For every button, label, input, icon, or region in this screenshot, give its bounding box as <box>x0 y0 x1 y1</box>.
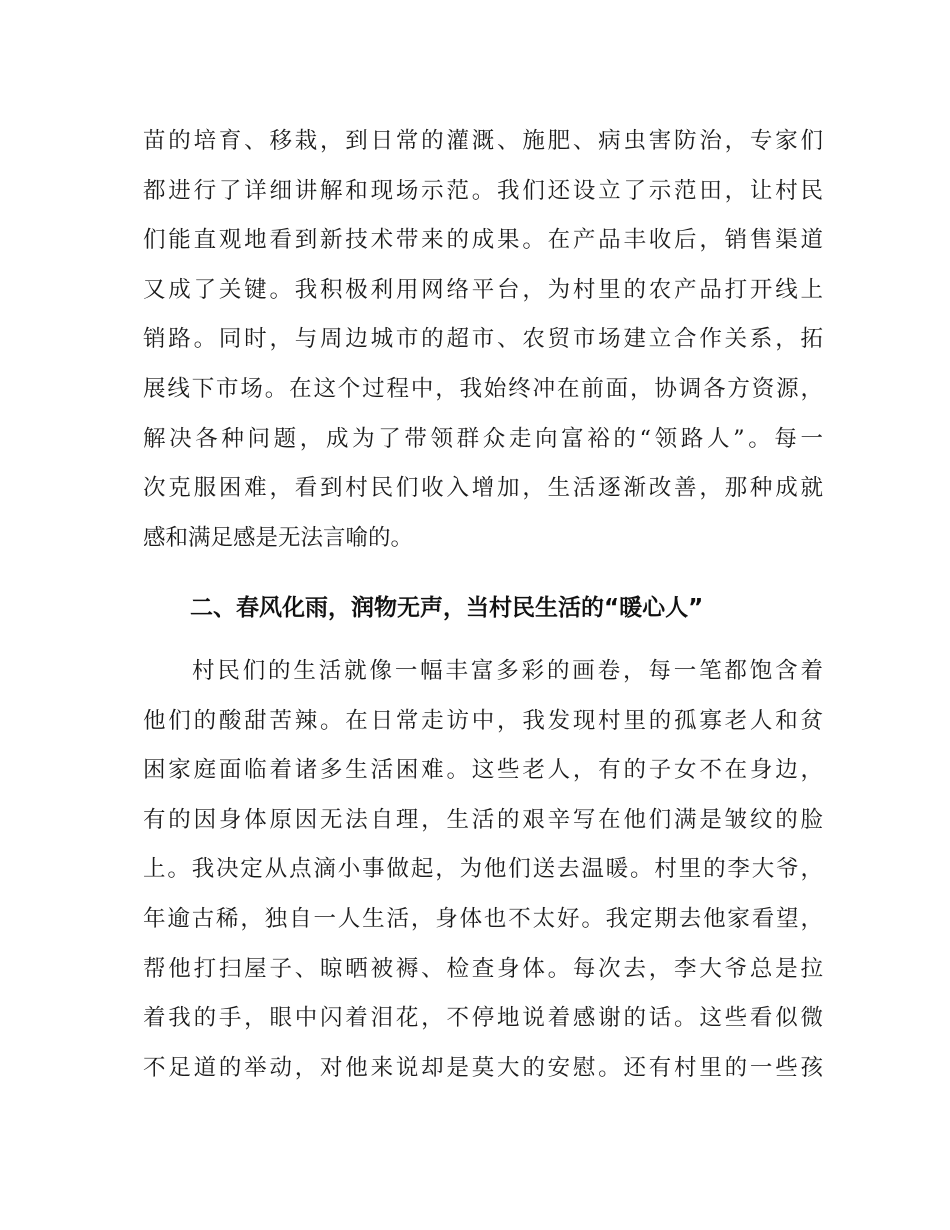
paragraph-line: 有的因身体原因无法自理，生活的艰辛写在他们满是皱纹的脸 <box>143 807 823 833</box>
paragraph-line: 年逾古稀，独自一人生活，身体也不太好。我定期去他家看望， <box>143 906 823 932</box>
paragraph-line: 帮他打扫屋子、晾晒被褥、检查身体。每次去，李大爷总是拉 <box>143 956 823 982</box>
paragraph-line: 都进行了详细讲解和现场示范。我们还设立了示范田，让村民 <box>143 178 823 204</box>
paragraph-line: 困家庭面临着诸多生活困难。这些老人，有的子女不在身边， <box>143 757 823 783</box>
paragraph-line: 不足道的举动，对他来说却是莫大的安慰。还有村里的一些孩 <box>143 1055 823 1081</box>
paragraph-line: 次克服困难，看到村民们收入增加，生活逐渐改善，那种成就 <box>143 475 823 501</box>
paragraph-line: 展线下市场。在这个过程中，我始终冲在前面，协调各方资源， <box>143 376 823 402</box>
paragraph-line: 他们的酸甜苦辣。在日常走访中，我发现村里的孤寡老人和贫 <box>143 708 823 734</box>
paragraph-line: 村民们的生活就像一幅丰富多彩的画卷，每一笔都饱含着 <box>192 658 823 684</box>
paragraph-line: 又成了关键。我积极利用网络平台，为村里的农产品打开线上 <box>143 277 823 303</box>
paragraph-line: 销路。同时，与周边城市的超市、农贸市场建立合作关系，拓 <box>143 326 823 352</box>
paragraph-line: 解决各种问题，成为了带领群众走向富裕的“领路人”。每一 <box>143 426 823 452</box>
paragraph-line: 苗的培育、移栽，到日常的灌溉、施肥、病虫害防治，专家们 <box>143 128 823 154</box>
paragraph-line: 着我的手，眼中闪着泪花，不停地说着感谢的话。这些看似微 <box>143 1005 823 1031</box>
paragraph-line: 上。我决定从点滴小事做起，为他们送去温暖。村里的李大爷， <box>143 856 823 882</box>
paragraph-line: 们能直观地看到新技术带来的成果。在产品丰收后，销售渠道 <box>143 227 823 253</box>
section-heading: 二、春风化雨，润物无声，当村民生活的“暖心人” <box>190 595 704 621</box>
paragraph-line: 感和满足感是无法言喻的。 <box>143 525 414 551</box>
